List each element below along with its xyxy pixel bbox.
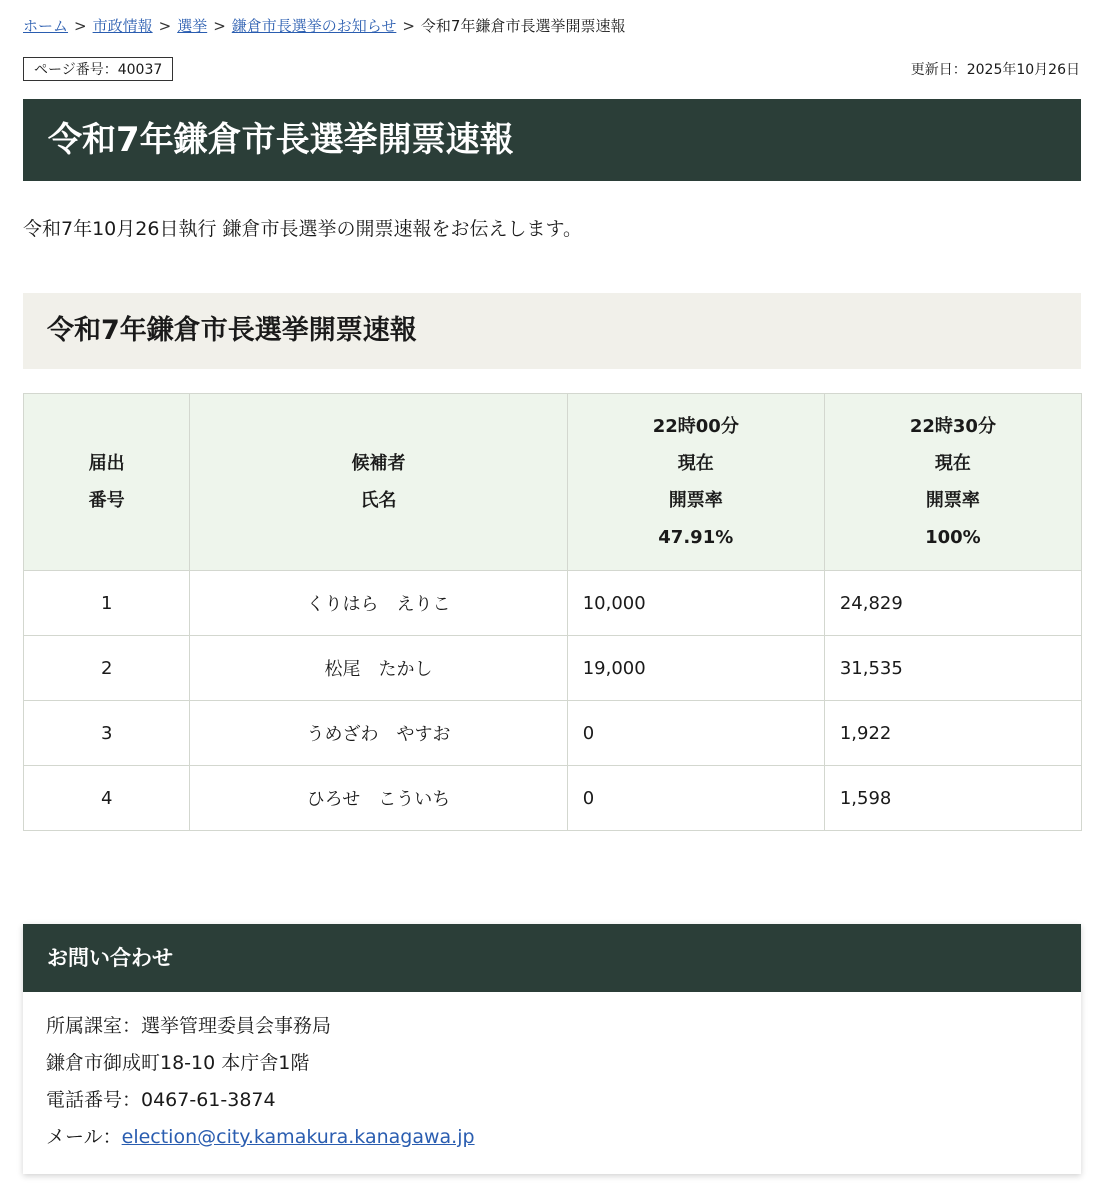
breadcrumb-separator: > [74,17,87,35]
contact-mail-label: メール： [46,1126,122,1148]
cell-filing-number: 3 [24,701,190,766]
contact-phone: 電話番号：0467-61-3874 [46,1089,276,1111]
breadcrumb-separator: > [402,17,415,35]
contact-heading-bar [23,924,1081,992]
cell-votes-2230: 31,535 [824,636,1081,701]
contact-department: 所属課室：選挙管理委員会事務局 [46,1015,332,1037]
table-row [24,636,1082,701]
breadcrumb-separator: > [158,17,172,35]
cell-candidate-name: うめざわ やすお [190,701,567,766]
page-title-bar [23,99,1081,181]
results-table [23,393,1082,831]
header-line: 現在 [677,453,714,474]
breadcrumb-link-home[interactable]: ホーム [23,17,69,35]
updated-date: 更新日：2025年10月26日 [910,62,1080,78]
breadcrumb-link-municipal-info[interactable]: 市政情報 [92,17,153,35]
contact-heading: お問い合わせ [47,946,173,970]
table-row [24,571,1082,636]
header-line: 47.91% [658,527,734,548]
header-2230-count [824,394,1081,571]
cell-votes-2200: 0 [567,766,824,831]
section-heading-bar [23,293,1081,369]
cell-candidate-name: ひろせ こういち [190,766,567,831]
header-line: 氏名 [360,490,397,511]
breadcrumb-separator: > [213,17,226,35]
cell-votes-2230: 24,829 [824,571,1081,636]
table-row [24,766,1082,831]
breadcrumb-link-elections[interactable]: 選挙 [177,17,208,35]
header-line: 現在 [934,453,971,474]
cell-candidate-name: 松尾 たかし [190,636,567,701]
breadcrumb-link-mayor-election-notice[interactable]: 鎌倉市長選挙のお知らせ [231,17,397,35]
cell-filing-number: 1 [24,571,190,636]
header-filing-number [24,394,190,571]
breadcrumb-current: 令和7年鎌倉市長選挙開票速報 [420,17,626,35]
section-title: 令和7年鎌倉市長選挙開票速報 [47,315,417,346]
contact-box [23,924,1081,1174]
cell-votes-2230: 1,598 [824,766,1081,831]
page-title: 令和7年鎌倉市長選挙開票速報 [48,120,514,160]
header-line: 開票率 [925,490,980,511]
cell-votes-2200: 19,000 [567,636,824,701]
cell-filing-number: 4 [24,766,190,831]
cell-votes-2200: 0 [567,701,824,766]
cell-candidate-name: くりはら えりこ [190,571,567,636]
header-candidate-name [190,394,567,571]
header-line: 届出 [88,453,125,474]
header-line: 22時30分 [909,416,996,437]
table-header-row [24,394,1082,571]
breadcrumb [23,15,625,37]
header-line: 開票率 [668,490,723,511]
table-row [24,701,1082,766]
cell-votes-2230: 1,922 [824,701,1081,766]
contact-mail-line [46,1119,1058,1156]
contact-body [23,992,1081,1172]
header-line: 100% [925,527,981,548]
contact-address: 鎌倉市御成町18-10 本庁舎1階 [46,1052,310,1074]
cell-filing-number: 2 [24,636,190,701]
cell-votes-2200: 10,000 [567,571,824,636]
header-line: 候補者 [351,453,406,474]
page-number-badge: ページ番号：40037 [23,57,173,81]
contact-mail-link[interactable]: election@city.kamakura.kanagawa.jp [121,1126,475,1148]
header-2200-count [567,394,824,571]
header-line: 22時00分 [652,416,739,437]
header-line: 番号 [88,490,125,511]
intro-text: 令和7年10月26日執行 鎌倉市長選挙の開票速報をお伝えします。 [23,218,582,240]
